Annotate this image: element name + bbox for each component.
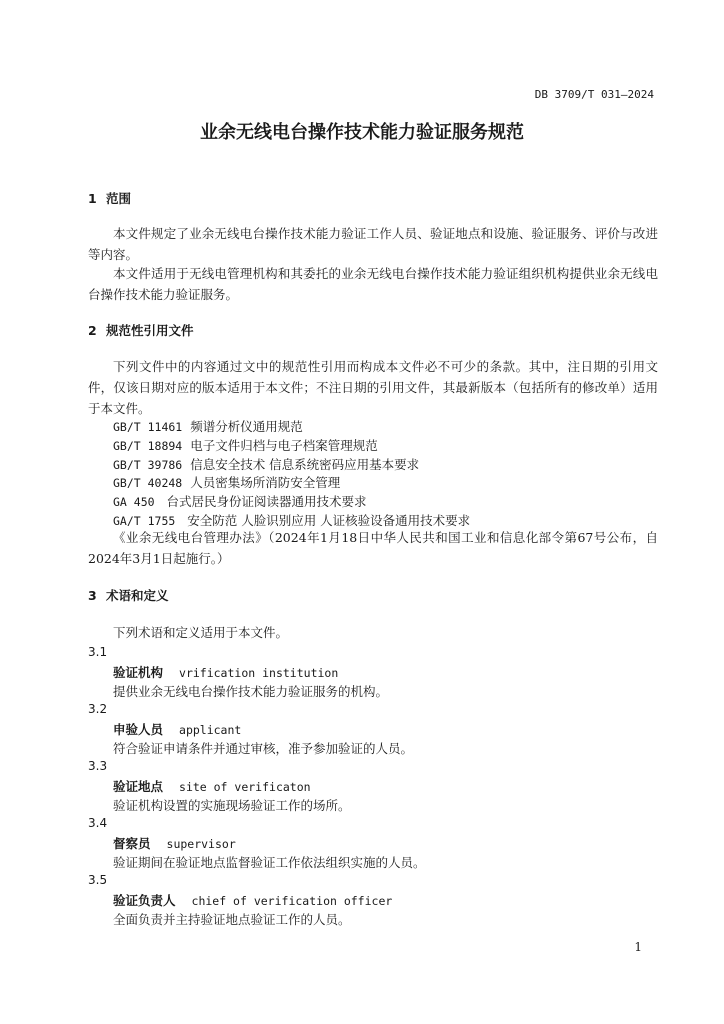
reference-item	[113, 455, 419, 473]
section-1-title: 范围	[106, 191, 132, 206]
term-entry	[113, 720, 241, 738]
section-1-paragraph-2: 本文件适用于无线电管理机构和其委托的业余无线电台操作技术能力验证组织机构提供业余无线电台操作技术能力验证服务。	[88, 266, 658, 302]
term-definition: 验证期间在验证地点监督验证工作依法组织实施的人员。	[113, 855, 426, 870]
section-3-heading	[88, 586, 169, 604]
section-2-paragraph-2: 《业余无线电台管理办法》（2024年1月18日中华人民共和国工业和信息化部令第67号公布，自2024年3月1日起施行。）	[88, 530, 658, 566]
section-2-title: 规范性引用文件	[106, 323, 194, 338]
reference-code: GA 450	[113, 495, 155, 509]
term-definition: 全面负责并主持验证地点验证工作的人员。	[113, 912, 351, 927]
term-number: 3.2	[88, 702, 108, 716]
reference-name: 信息安全技术 信息系统密码应用基本要求	[190, 457, 420, 472]
reference-code: GB/T 11461	[113, 420, 183, 434]
term-entry	[113, 891, 392, 909]
term-number: 3.4	[88, 816, 108, 830]
reference-item	[113, 473, 340, 491]
section-2-number: 2	[88, 323, 97, 338]
reference-item	[113, 417, 303, 435]
term-number: 3.1	[88, 645, 108, 659]
reference-code: GB/T 39786	[113, 458, 183, 472]
reference-code: GB/T 18894	[113, 439, 183, 453]
term-entry	[113, 777, 311, 795]
term-chinese: 督察员	[113, 836, 151, 851]
term-definition: 验证机构设置的实施现场验证工作的场所。	[113, 798, 351, 813]
document-title: 业余无线电台操作技术能力验证服务规范	[200, 122, 524, 143]
term-english: chief of verification officer	[191, 894, 393, 908]
section-1-heading	[88, 189, 131, 207]
page-number: 1	[634, 940, 642, 954]
section-2-heading	[88, 321, 194, 339]
section-2-paragraph-1: 下列文件中的内容通过文中的规范性引用而构成本文件必不可少的条款。其中，注日期的引用文件，仅该日期对应的版本适用于本文件；不注日期的引用文件，其最新版本（包括所有的修改单）适用于本文件。	[88, 359, 658, 416]
reference-item	[113, 436, 378, 454]
term-definition: 符合验证申请条件并通过审核，准予参加验证的人员。	[113, 741, 414, 756]
term-english: supervisor	[166, 837, 236, 851]
term-english: site of verificaton	[179, 780, 311, 794]
term-english: vrification institution	[179, 666, 339, 680]
section-3-title: 术语和定义	[106, 588, 169, 603]
term-chinese: 验证机构	[113, 665, 164, 680]
term-entry	[113, 834, 236, 852]
term-chinese: 申验人员	[113, 722, 164, 737]
term-chinese: 验证负责人	[113, 893, 176, 908]
reference-item	[113, 492, 366, 510]
term-english: applicant	[179, 723, 242, 737]
section-3-number: 3	[88, 588, 97, 603]
reference-name: 台式居民身份证阅读器通用技术要求	[166, 494, 367, 509]
term-entry	[113, 663, 338, 681]
section-1-number: 1	[88, 191, 97, 206]
reference-name: 安全防范 人脸识别应用 人证核验设备通用技术要求	[187, 513, 471, 528]
term-chinese: 验证地点	[113, 779, 164, 794]
section-3-intro: 下列术语和定义适用于本文件。	[113, 625, 289, 640]
section-1-paragraph-1: 本文件规定了业余无线电台操作技术能力验证工作人员、验证地点和设施、验证服务、评价与改进等内容。	[88, 226, 658, 262]
reference-name: 频谱分析仪通用规范	[190, 419, 303, 434]
term-number: 3.5	[88, 873, 108, 887]
reference-code: GB/T 40248	[113, 476, 183, 490]
term-definition: 提供业余无线电台操作技术能力验证服务的机构。	[113, 684, 389, 699]
reference-name: 人员密集场所消防安全管理	[190, 475, 341, 490]
reference-name: 电子文件归档与电子档案管理规范	[190, 438, 378, 453]
reference-code: GA/T 1755	[113, 514, 176, 528]
term-number: 3.3	[88, 759, 108, 773]
standard-code: DB 3709/T 031—2024	[534, 88, 654, 101]
